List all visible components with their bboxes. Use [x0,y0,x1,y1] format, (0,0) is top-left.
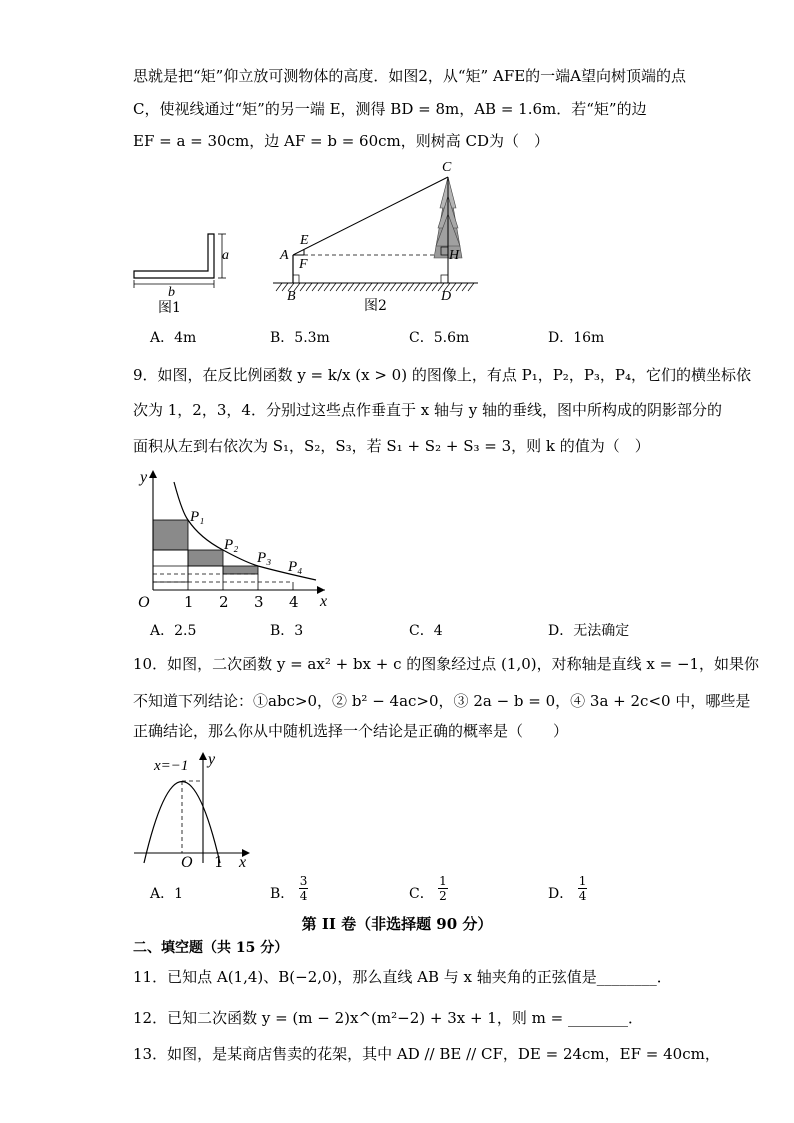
q8-line-2: C，使视线通过“矩”的另一端 E，测得 BD = 8m，AB = 1.6m．若“矩”的边 [133,100,647,118]
q10-graph [130,748,260,870]
q10-option-d-prefix: D． [548,886,574,902]
q10-line-3: 正确结论，那么你从中随机选择一个结论是正确的概率是（ ） [133,722,569,740]
q10-option-a-value: 1 [174,886,184,902]
q9-tick-3: 3 [254,593,264,611]
section-title: 第 II 卷（非选择题 90 分） [301,915,493,933]
q10-option-c[interactable] [409,874,448,903]
q8-line-1: 思就是把“矩”仰立放可测物体的高度．如图2，从“矩” AFE的一端A望向树顶端的点 [133,67,687,85]
q10-option-c-denominator: 2 [439,889,447,903]
q8-option-a[interactable]: A．4m [150,330,197,346]
q8-line-3: EF = a = 30cm，边 AF = b = 60cm，则树高 CD为（ ） [133,132,550,150]
q10-label-x: x [239,854,247,870]
q10-options [150,874,670,908]
fig2-label-f: F [299,257,308,272]
q9-option-c[interactable]: C．4 [409,623,443,639]
q10-label-origin: O [181,854,193,870]
q10-option-c-numerator: 1 [439,874,447,888]
q9-label-p3: P₃ [257,550,272,566]
q8-figure-1 [128,228,238,318]
q9-tick-4: 4 [289,593,299,611]
q9-tick-2: 2 [219,593,229,611]
q9-label-y: y [140,469,148,486]
q9-option-d[interactable]: D．无法确定 [548,623,630,639]
q13-text: 13．如图，是某商店售卖的花架，其中 AD // BE // CF，DE = 24cm，EF = 40cm， [133,1045,720,1063]
q10-option-b-denominator: 4 [299,889,308,903]
q10-option-d-numerator: 1 [578,874,587,888]
q11-text: 11．已知点 A(1,4)、B(−2,0)，那么直线 AB 与 x 轴夹角的正弦值是________． [133,968,672,986]
q8-options [150,327,670,349]
q12-text: 12．已知二次函数 y = (m − 2)x^(m²−2) + 3x + 1，则 m = ________． [133,1009,643,1027]
q8-option-b[interactable]: B．5.3m [270,330,330,346]
q9-label-origin: O [138,594,150,611]
fig2-label-e: E [300,233,309,248]
q9-line-2: 次为 1，2，3，4．分别过这些点作垂直于 x 轴与 y 轴的垂线，图中所构成的阴影部分的 [133,401,722,419]
fig1-label-b: b [168,285,175,300]
q10-option-d-denominator: 4 [578,889,587,903]
q10-option-a-prefix: A． [150,886,175,902]
q9-tick-1: 1 [184,593,194,611]
fig2-label-h: H [449,248,460,263]
q10-label-y: y [208,751,216,768]
q10-label-axis: x=−1 [154,758,189,774]
q9-line-1: 9．如图，在反比例函数 y = k/x (x > 0) 的图像上，有点 P₁，P₂，P₃，P₄，它们的横坐标依 [133,366,752,384]
fig1-label-a: a [222,248,229,263]
fig2-label-c: C [442,160,452,175]
q9-label-x: x [320,593,328,610]
q10-option-d[interactable] [548,874,587,903]
q10-option-b-prefix: B． [270,886,295,902]
q9-option-a[interactable]: A．2.5 [150,623,197,639]
q8-option-d[interactable]: D．16m [548,330,605,346]
q9-option-b[interactable]: B．3 [270,623,304,639]
fig2-label-a: A [280,248,289,263]
q9-label-p2: P₂ [224,537,239,553]
q10-option-a[interactable] [150,883,183,903]
q8-option-c[interactable]: C．5.6m [409,330,470,346]
q9-options [150,620,670,642]
q10-line-1: 10．如图，二次函数 y = ax² + bx + c 的图象经过点 (1,0)，对称轴是直线 x = −1，如果你 [133,655,760,673]
fig2-label-d: D [441,289,452,304]
q8-figure-2 [268,156,488,316]
q9-label-p1: P₁ [190,509,205,525]
fig2-caption: 图2 [364,298,387,314]
q9-line-3: 面积从左到右依次为 S₁，S₂，S₃，若 S₁ + S₂ + S₃ = 3，则 k 的值为（ ） [133,437,650,455]
q10-line-2: 不知道下列结论：①abc>0，② b² − 4ac>0，③ 2a − b = 0，④ 3a + 2c<0 中，哪些是 [133,692,751,710]
q10-option-c-prefix: C． [409,886,434,902]
q10-label-one: 1 [214,853,224,870]
fig1-caption: 图1 [158,300,181,316]
q10-option-b-numerator: 3 [299,874,308,888]
q10-option-b[interactable] [270,874,308,903]
part2-heading: 二、填空题（共 15 分） [133,940,289,956]
q9-label-p4: P₄ [288,559,303,575]
q9-graph [130,466,340,611]
fig2-label-b: B [287,289,296,304]
